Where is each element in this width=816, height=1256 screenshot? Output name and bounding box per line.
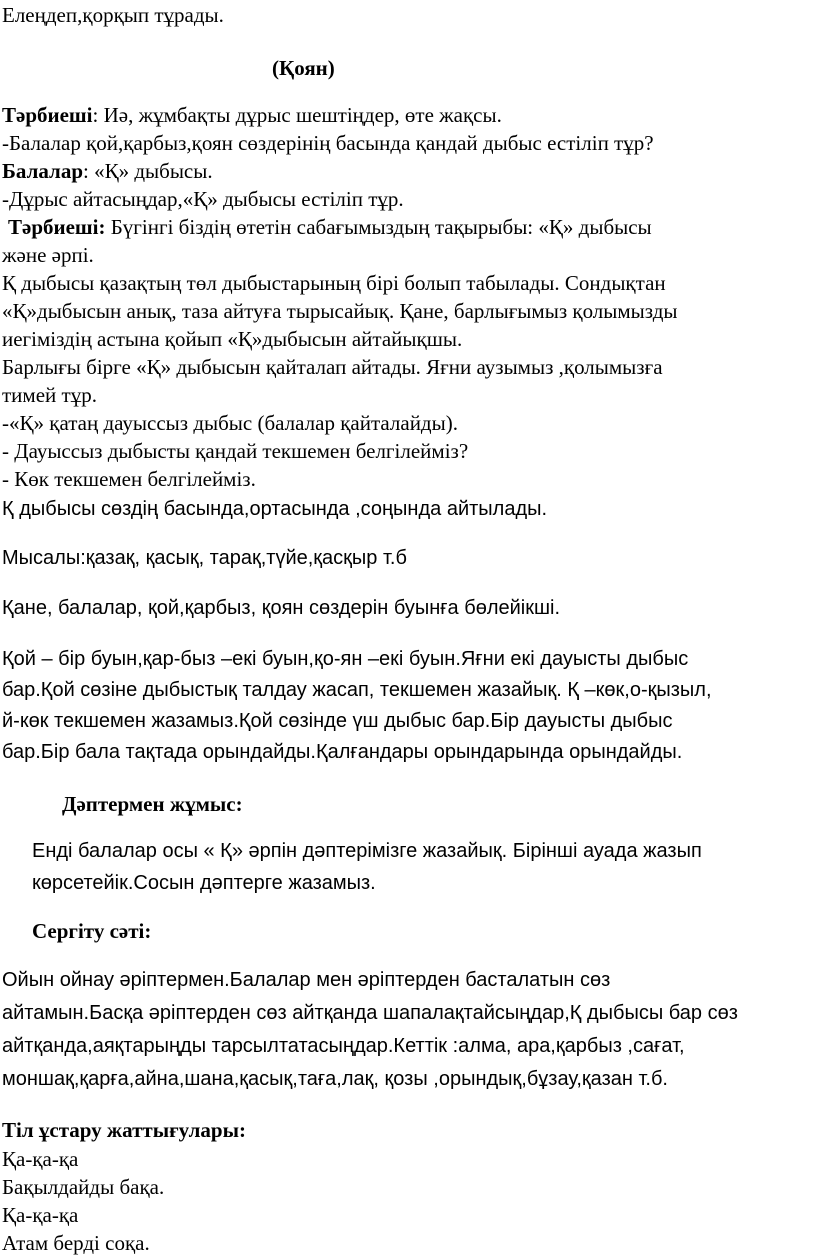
children-label: Балалар	[2, 159, 83, 183]
koyan-caption: (Қоян)	[272, 56, 335, 80]
para-line: - Көк текшемен белгілейміз.	[2, 467, 256, 491]
notebook-line: көрсетейік.Сосын дәптерге жазамыз.	[32, 872, 376, 894]
syllable-line: бар.Қой сөзіне дыбыстық талдау жасап, текшемен жазайық. Қ –көк,о-қызыл,	[2, 679, 712, 701]
intro-line: Елеңдеп,қорқып тұрады.	[2, 3, 224, 27]
teacher-reply-line	[2, 102, 502, 128]
game-line: айтамын.Басқа әріптерден сөз айтқанда шапалақтайсыңдар,Қ дыбысы бар сөз	[2, 1002, 738, 1024]
tongue-line: Қа-қа-қа	[2, 1147, 79, 1171]
para-line: тимей тұр.	[2, 383, 97, 407]
tongue-heading: Тіл ұстару жаттығулары:	[2, 1118, 246, 1142]
para-line: - Дауыссыз дыбысты қандай текшемен белгілейміз?	[2, 439, 469, 463]
examples-line: Мысалы:қазақ, қасық, тарақ,түйе,қасқыр т.б	[2, 547, 407, 569]
game-line: айтқанда,аяқтарыңды тарсылтатасыңдар.Кеттік :алма, ара,қарбыз ,сағат,	[2, 1035, 685, 1057]
teacher-reply-text: : Иә, жұмбақты дұрыс шештіңдер, өте жақсы.	[92, 103, 502, 127]
teacher-label-2: Тәрбиеші:	[8, 215, 106, 239]
position-line: Қ дыбысы сөздің басында,ортасында ,соңында айтылады.	[2, 498, 548, 520]
children-reply-line	[2, 158, 213, 184]
para-line: -«Қ» қатаң дауыссыз дыбыс (балалар қайталайды).	[2, 411, 458, 435]
children-reply-text: : «Қ» дыбысы.	[83, 159, 213, 183]
syllable-task: Қане, балалар, қой,қарбыз, қоян сөздерін буынға бөлейікші.	[2, 597, 561, 619]
game-line: Ойын ойнау әріптермен.Балалар мен әріптерден басталатын сөз	[2, 969, 611, 991]
para-line: Қ дыбысы қазақтың төл дыбыстарының бірі болып табылады. Сондықтан	[2, 271, 666, 295]
para-line: Барлығы бірге «Қ» дыбысын қайталап айтады. Яғни аузымыз ,қолымызға	[2, 355, 663, 379]
exercise-heading: Сергіту сәті:	[32, 919, 152, 943]
teacher-label: Тәрбиеші	[2, 103, 93, 127]
para-line: иегіміздің астына қойып «Қ»дыбысын айтайықшы.	[2, 327, 463, 351]
notebook-line: Енді балалар осы « Қ» әрпін дәптерімізге жазайық. Бірінші ауада жазып	[32, 840, 702, 862]
notebook-heading: Дәптермен жұмыс:	[62, 792, 243, 816]
syllable-line: Қой – бір буын,қар-быз –екі буын,қо-ян –екі буын.Яғни екі дауысты дыбыс	[2, 648, 689, 670]
tongue-line: Қа-қа-қа	[2, 1203, 79, 1227]
tongue-line: Атам берді соқа.	[2, 1231, 150, 1255]
topic-text: Бүгінгі біздің өтетін сабағымыздың тақырыбы: «Қ» дыбысы	[105, 215, 652, 239]
tongue-line: Бақылдайды бақа.	[2, 1175, 165, 1199]
syllable-line: й-көк текшемен жазамыз.Қой сөзінде үш дыбыс бар.Бір дауысты дыбыс	[2, 710, 673, 732]
topic-line	[8, 214, 652, 240]
confirm-line: -Дұрыс айтасыңдар,«Қ» дыбысы естіліп тұр.	[2, 187, 404, 211]
question-line: -Балалар қой,қарбыз,қоян сөздерінің басында қандай дыбыс естіліп тұр?	[2, 131, 654, 155]
game-line: моншақ,қарға,айна,шана,қасық,таға,лақ, қозы ,орындық,бұзау,қазан т.б.	[2, 1068, 668, 1090]
topic-line-2: және әрпі.	[2, 243, 94, 267]
syllable-line: бар.Бір бала тақтада орындайды.Қалғандары орындарында орындайды.	[2, 741, 683, 763]
para-line: «Қ»дыбысын анық, таза айтуға тырысайық. Қане, барлығымыз қолымызды	[2, 299, 678, 323]
